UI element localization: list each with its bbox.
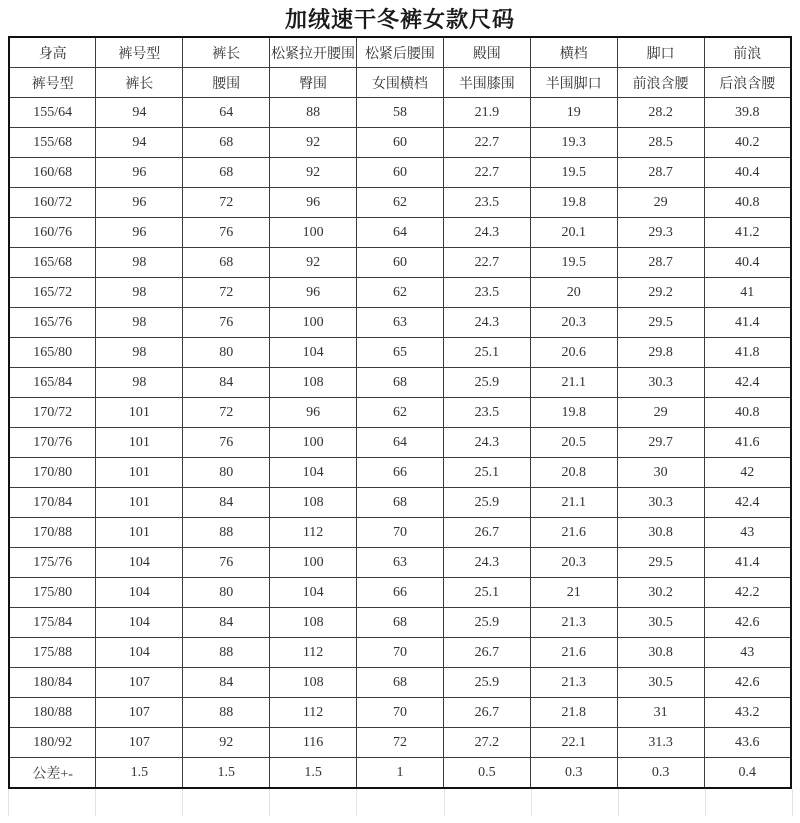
value-cell: 104 [270,578,357,608]
value-cell: 40.8 [704,188,791,218]
value-cell: 62 [357,188,444,218]
value-cell: 98 [96,308,183,338]
value-cell: 40.8 [704,398,791,428]
value-cell: 60 [357,248,444,278]
size-label-cell: 175/76 [9,548,96,578]
value-cell: 96 [96,188,183,218]
value-cell: 68 [183,158,270,188]
value-cell: 43 [704,518,791,548]
value-cell: 72 [183,398,270,428]
ghost-gridline [356,789,357,816]
value-cell: 80 [183,458,270,488]
value-cell: 63 [357,308,444,338]
value-cell: 19.8 [530,188,617,218]
value-cell: 98 [96,368,183,398]
value-cell: 101 [96,488,183,518]
value-cell: 92 [270,158,357,188]
value-cell: 108 [270,668,357,698]
value-cell: 64 [183,98,270,128]
value-cell: 19.3 [530,128,617,158]
value-cell: 96 [96,158,183,188]
size-label-cell: 165/72 [9,278,96,308]
value-cell: 101 [96,458,183,488]
value-cell: 100 [270,548,357,578]
value-cell: 30.3 [617,368,704,398]
value-cell: 20.5 [530,428,617,458]
value-cell: 19.8 [530,398,617,428]
value-cell: 30.8 [617,518,704,548]
value-cell: 88 [183,638,270,668]
value-cell: 42.6 [704,668,791,698]
value-cell: 20.6 [530,338,617,368]
table-row [9,758,791,789]
header-row-secondary [9,68,791,98]
column-subheader: 腰围 [183,68,270,98]
value-cell: 112 [270,698,357,728]
ghost-gridline [269,789,270,816]
value-cell: 64 [357,428,444,458]
size-label-cell: 175/84 [9,608,96,638]
value-cell: 42.4 [704,368,791,398]
value-cell: 30.3 [617,488,704,518]
value-cell: 20.3 [530,548,617,578]
value-cell: 25.1 [443,578,530,608]
value-cell: 72 [357,728,444,758]
column-header: 裤长 [183,37,270,68]
value-cell: 70 [357,518,444,548]
value-cell: 21.1 [530,488,617,518]
size-label-cell: 160/76 [9,218,96,248]
table-header [9,37,791,98]
value-cell: 1.5 [270,758,357,789]
column-header: 脚口 [617,37,704,68]
value-cell: 24.3 [443,428,530,458]
value-cell: 29.7 [617,428,704,458]
column-header: 前浪 [704,37,791,68]
table-row [9,248,791,278]
value-cell: 22.7 [443,248,530,278]
value-cell: 24.3 [443,218,530,248]
value-cell: 31 [617,698,704,728]
value-cell: 64 [357,218,444,248]
column-subheader: 女围横档 [357,68,444,98]
size-label-cell: 180/92 [9,728,96,758]
size-label-cell: 180/88 [9,698,96,728]
value-cell: 92 [270,248,357,278]
value-cell: 98 [96,278,183,308]
table-row [9,218,791,248]
value-cell: 41.4 [704,308,791,338]
value-cell: 70 [357,638,444,668]
value-cell: 26.7 [443,518,530,548]
value-cell: 20.3 [530,308,617,338]
size-label-cell: 170/72 [9,398,96,428]
value-cell: 92 [270,128,357,158]
column-header: 松紧后腰围 [357,37,444,68]
value-cell: 42.6 [704,608,791,638]
value-cell: 100 [270,218,357,248]
value-cell: 25.9 [443,608,530,638]
value-cell: 63 [357,548,444,578]
value-cell: 58 [357,98,444,128]
value-cell: 40.4 [704,248,791,278]
table-row [9,398,791,428]
value-cell: 23.5 [443,278,530,308]
value-cell: 66 [357,458,444,488]
value-cell: 30.5 [617,608,704,638]
table-row [9,308,791,338]
value-cell: 43.6 [704,728,791,758]
value-cell: 25.1 [443,338,530,368]
ghost-gridline [95,789,96,816]
value-cell: 96 [270,188,357,218]
value-cell: 68 [357,368,444,398]
value-cell: 29 [617,398,704,428]
ghost-gridlines [8,789,794,816]
value-cell: 29 [617,188,704,218]
size-label-cell: 180/84 [9,668,96,698]
value-cell: 70 [357,698,444,728]
value-cell: 68 [357,608,444,638]
value-cell: 84 [183,668,270,698]
value-cell: 21.3 [530,668,617,698]
value-cell: 21.6 [530,638,617,668]
table-row [9,368,791,398]
value-cell: 80 [183,338,270,368]
value-cell: 31.3 [617,728,704,758]
value-cell: 25.9 [443,668,530,698]
size-label-cell: 165/80 [9,338,96,368]
size-label-cell: 175/88 [9,638,96,668]
ghost-gridline [8,789,9,816]
size-label-cell: 170/80 [9,458,96,488]
value-cell: 29.2 [617,278,704,308]
value-cell: 29.5 [617,308,704,338]
value-cell: 104 [270,458,357,488]
value-cell: 29.3 [617,218,704,248]
table-row [9,428,791,458]
table-row [9,698,791,728]
value-cell: 68 [183,248,270,278]
value-cell: 108 [270,368,357,398]
value-cell: 29.5 [617,548,704,578]
value-cell: 1.5 [96,758,183,789]
table-row [9,728,791,758]
column-header: 横档 [530,37,617,68]
value-cell: 21 [530,578,617,608]
table-row [9,188,791,218]
value-cell: 27.2 [443,728,530,758]
value-cell: 0.4 [704,758,791,789]
value-cell: 84 [183,488,270,518]
ghost-gridline [182,789,183,816]
value-cell: 84 [183,608,270,638]
value-cell: 98 [96,338,183,368]
ghost-gridline [531,789,532,816]
value-cell: 96 [270,278,357,308]
value-cell: 21.8 [530,698,617,728]
value-cell: 94 [96,128,183,158]
value-cell: 25.1 [443,458,530,488]
size-label-cell: 175/80 [9,578,96,608]
value-cell: 68 [183,128,270,158]
value-cell: 21.6 [530,518,617,548]
value-cell: 62 [357,398,444,428]
value-cell: 42 [704,458,791,488]
table-row [9,488,791,518]
value-cell: 104 [96,578,183,608]
table-row [9,548,791,578]
value-cell: 108 [270,488,357,518]
column-subheader: 前浪含腰 [617,68,704,98]
value-cell: 40.2 [704,128,791,158]
table-row [9,278,791,308]
value-cell: 43.2 [704,698,791,728]
value-cell: 104 [270,338,357,368]
value-cell: 20 [530,278,617,308]
value-cell: 22.1 [530,728,617,758]
ghost-gridline [444,789,445,816]
size-label-cell: 165/76 [9,308,96,338]
value-cell: 23.5 [443,398,530,428]
table-row [9,128,791,158]
size-label-cell: 160/72 [9,188,96,218]
value-cell: 108 [270,608,357,638]
column-subheader: 半围膝围 [443,68,530,98]
size-label-cell: 160/68 [9,158,96,188]
value-cell: 84 [183,368,270,398]
value-cell: 107 [96,668,183,698]
table-row [9,578,791,608]
value-cell: 60 [357,128,444,158]
value-cell: 24.3 [443,548,530,578]
value-cell: 96 [96,218,183,248]
value-cell: 76 [183,308,270,338]
value-cell: 100 [270,428,357,458]
value-cell: 76 [183,218,270,248]
header-row-primary [9,37,791,68]
table-row [9,518,791,548]
column-header: 殿围 [443,37,530,68]
column-header: 裤号型 [96,37,183,68]
value-cell: 72 [183,188,270,218]
value-cell: 104 [96,638,183,668]
value-cell: 41.8 [704,338,791,368]
table-row [9,608,791,638]
table-row [9,98,791,128]
value-cell: 19.5 [530,248,617,278]
column-subheader: 半围脚口 [530,68,617,98]
size-chart-table [8,36,792,789]
value-cell: 19.5 [530,158,617,188]
table-row [9,338,791,368]
value-cell: 1 [357,758,444,789]
value-cell: 98 [96,248,183,278]
size-label-cell: 170/84 [9,488,96,518]
value-cell: 107 [96,698,183,728]
value-cell: 21.3 [530,608,617,638]
value-cell: 112 [270,638,357,668]
column-header: 身高 [9,37,96,68]
column-subheader: 裤号型 [9,68,96,98]
value-cell: 92 [183,728,270,758]
value-cell: 30 [617,458,704,488]
value-cell: 96 [270,398,357,428]
value-cell: 116 [270,728,357,758]
value-cell: 26.7 [443,698,530,728]
value-cell: 28.7 [617,248,704,278]
column-subheader: 后浪含腰 [704,68,791,98]
size-label-cell: 170/88 [9,518,96,548]
ghost-gridline [618,789,619,816]
column-subheader: 裤长 [96,68,183,98]
value-cell: 41 [704,278,791,308]
value-cell: 20.8 [530,458,617,488]
value-cell: 88 [270,98,357,128]
size-label-cell: 165/84 [9,368,96,398]
value-cell: 29.8 [617,338,704,368]
value-cell: 41.2 [704,218,791,248]
value-cell: 22.7 [443,158,530,188]
value-cell: 62 [357,278,444,308]
size-label-cell: 170/76 [9,428,96,458]
table-row [9,668,791,698]
value-cell: 40.4 [704,158,791,188]
page-title: 加绒速干冬裤女款尺码 [284,7,515,32]
value-cell: 21.1 [530,368,617,398]
table-row [9,638,791,668]
value-cell: 88 [183,698,270,728]
value-cell: 41.4 [704,548,791,578]
ghost-gridline [705,789,706,816]
value-cell: 76 [183,548,270,578]
value-cell: 68 [357,668,444,698]
value-cell: 100 [270,308,357,338]
value-cell: 21.9 [443,98,530,128]
value-cell: 101 [96,428,183,458]
value-cell: 28.7 [617,158,704,188]
value-cell: 0.3 [617,758,704,789]
value-cell: 60 [357,158,444,188]
ghost-gridline [792,789,793,816]
value-cell: 20.1 [530,218,617,248]
value-cell: 0.3 [530,758,617,789]
size-label-cell: 165/68 [9,248,96,278]
value-cell: 104 [96,608,183,638]
value-cell: 101 [96,518,183,548]
value-cell: 42.2 [704,578,791,608]
value-cell: 28.5 [617,128,704,158]
size-label-cell: 155/68 [9,128,96,158]
value-cell: 42.4 [704,488,791,518]
value-cell: 104 [96,548,183,578]
value-cell: 1.5 [183,758,270,789]
value-cell: 24.3 [443,308,530,338]
value-cell: 107 [96,728,183,758]
value-cell: 25.9 [443,488,530,518]
value-cell: 68 [357,488,444,518]
value-cell: 28.2 [617,98,704,128]
value-cell: 43 [704,638,791,668]
value-cell: 30.8 [617,638,704,668]
column-subheader: 臀围 [270,68,357,98]
value-cell: 65 [357,338,444,368]
value-cell: 88 [183,518,270,548]
value-cell: 22.7 [443,128,530,158]
value-cell: 23.5 [443,188,530,218]
value-cell: 39.8 [704,98,791,128]
value-cell: 66 [357,578,444,608]
value-cell: 112 [270,518,357,548]
value-cell: 30.5 [617,668,704,698]
value-cell: 76 [183,428,270,458]
value-cell: 0.5 [443,758,530,789]
table-row [9,158,791,188]
value-cell: 19 [530,98,617,128]
value-cell: 30.2 [617,578,704,608]
size-label-cell: 公差+- [9,758,96,789]
size-label-cell: 155/64 [9,98,96,128]
value-cell: 72 [183,278,270,308]
value-cell: 80 [183,578,270,608]
table-row [9,458,791,488]
value-cell: 26.7 [443,638,530,668]
table-body [9,98,791,789]
value-cell: 41.6 [704,428,791,458]
value-cell: 101 [96,398,183,428]
value-cell: 25.9 [443,368,530,398]
column-header: 松紧拉开腰围 [270,37,357,68]
value-cell: 94 [96,98,183,128]
